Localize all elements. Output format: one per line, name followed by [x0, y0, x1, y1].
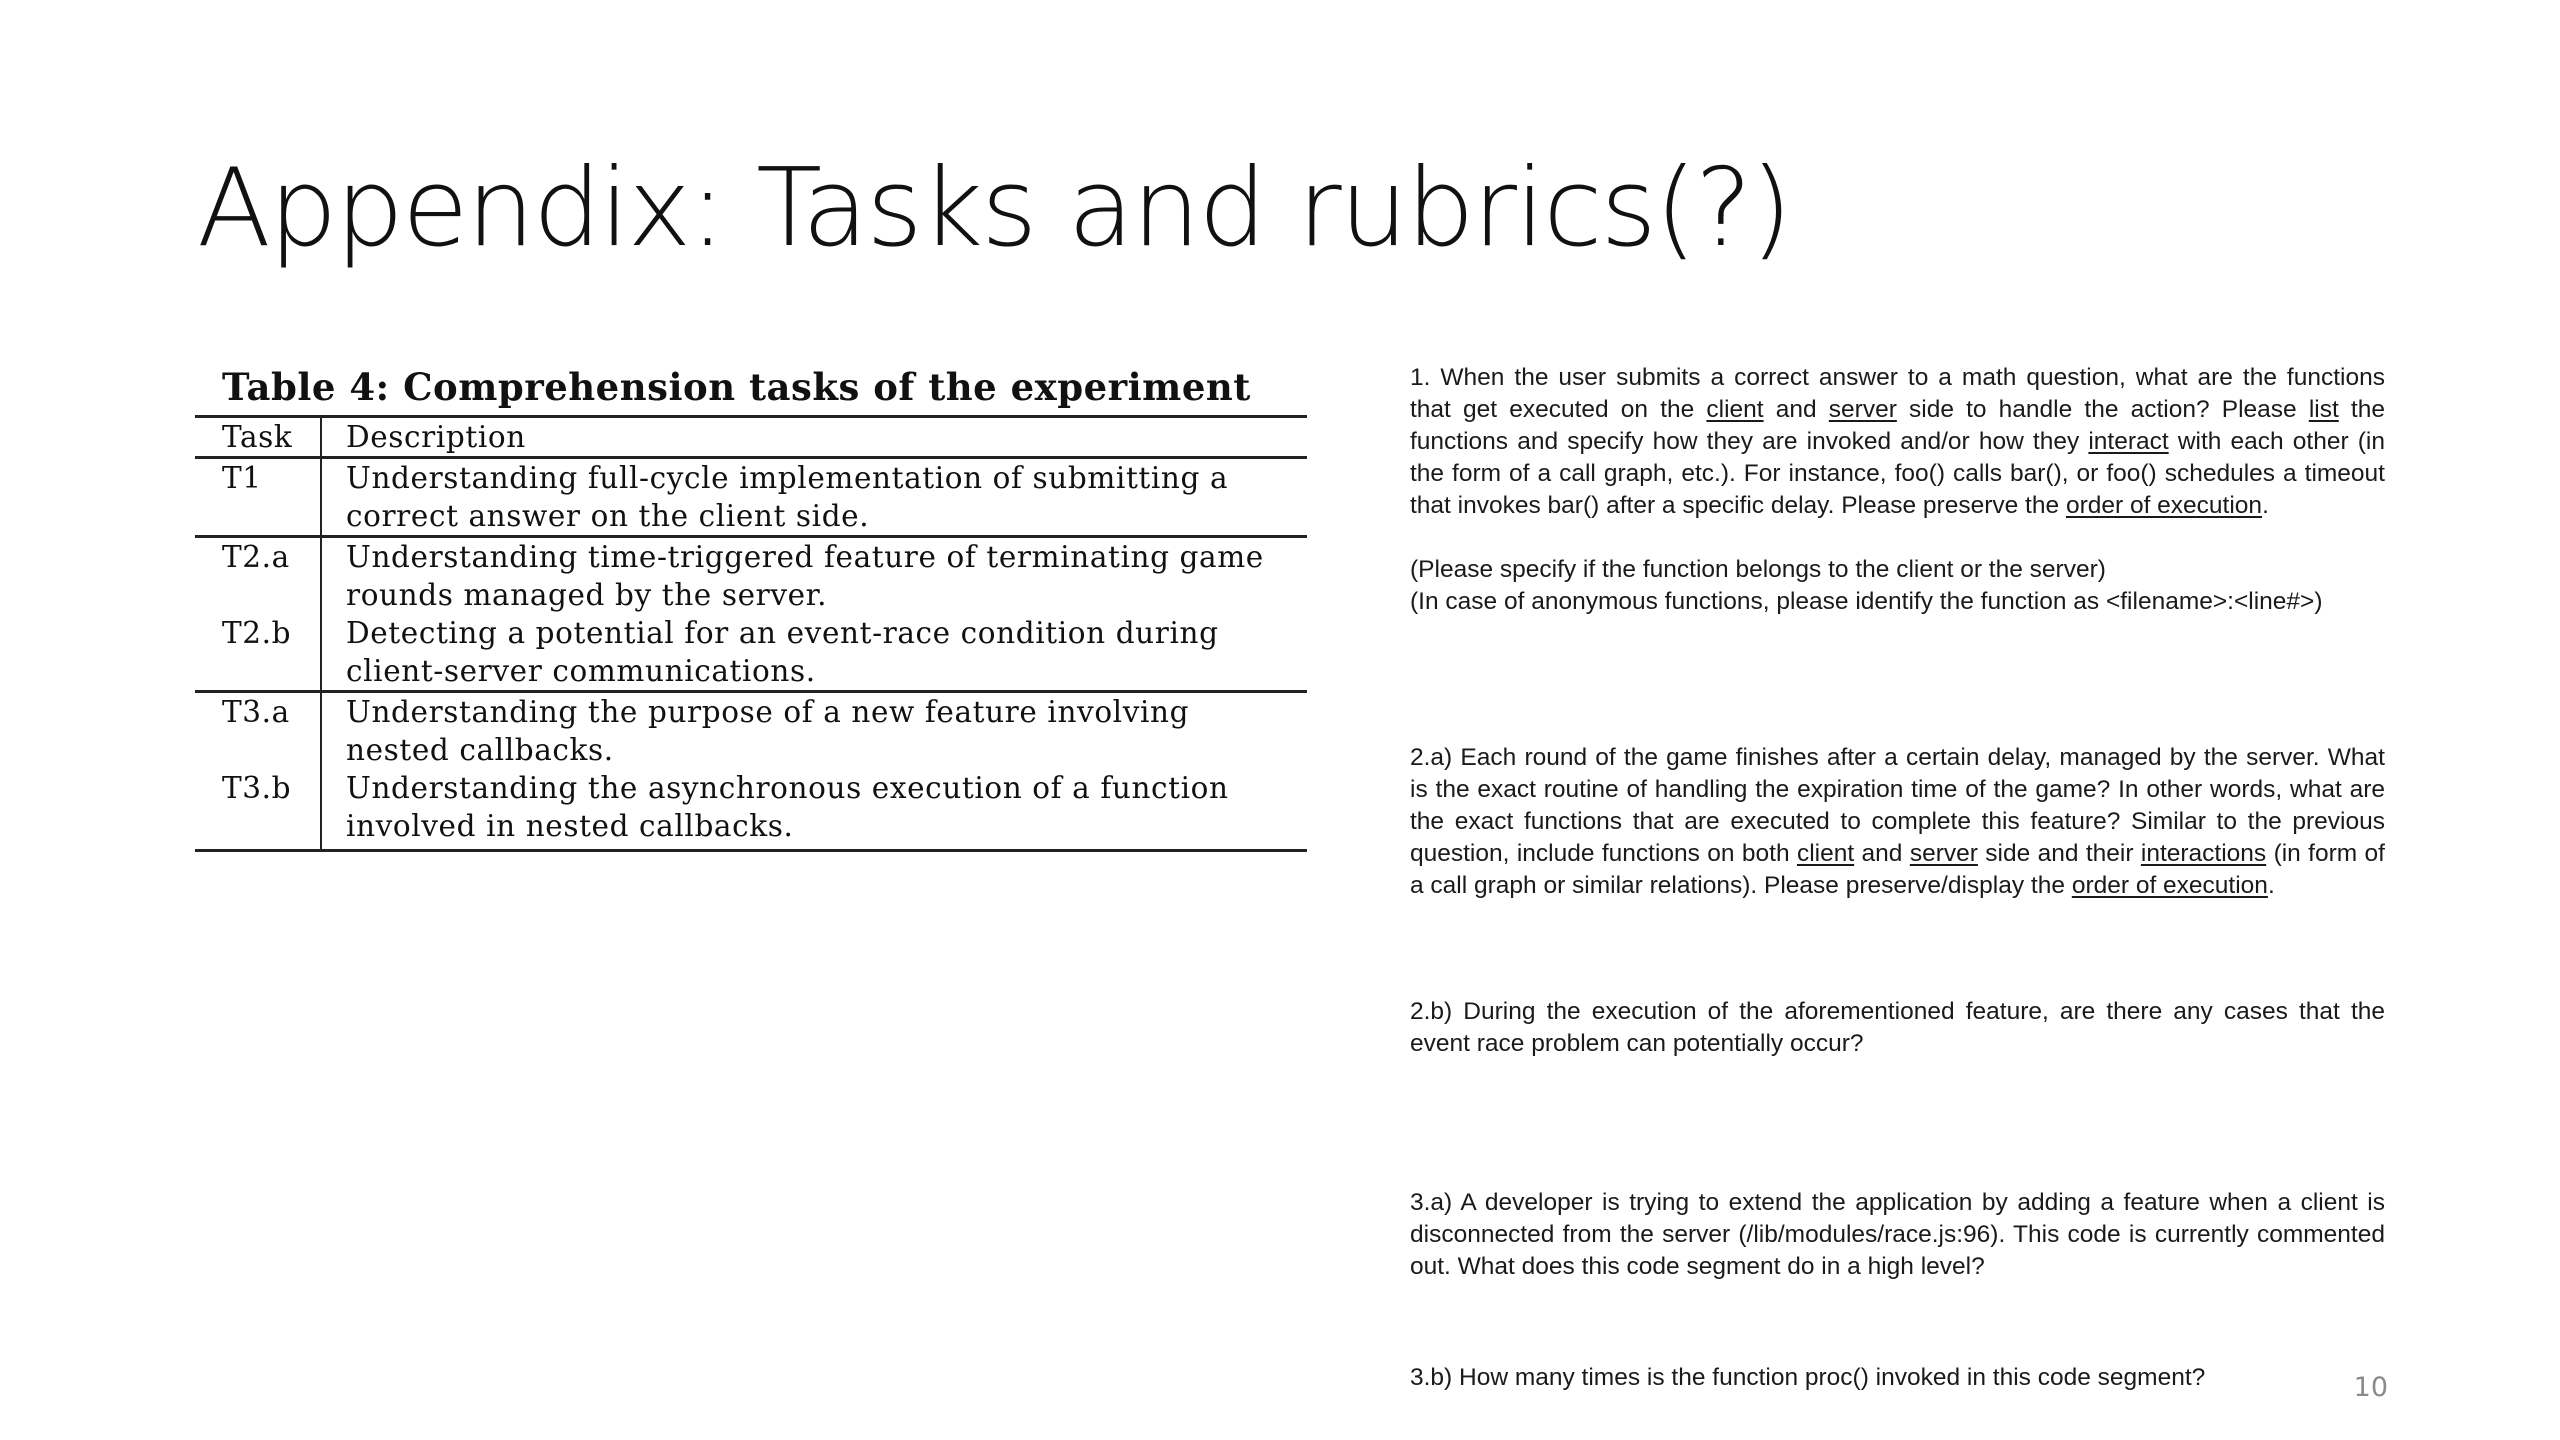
question-text: 2.a) Each round of the game finishes after a certain delay, managed by the server. What is the exact routine of handling the expiration time of the game? In other words, what are the exact functions that are executed to complete this feature? Similar to the previous question, include functions on both	[1410, 744, 2385, 867]
question-text: and	[1763, 396, 1829, 423]
underlined-term: client	[1706, 396, 1764, 423]
underlined-term: interactions	[2140, 840, 2267, 867]
task-description: Understanding time-triggered feature of terminating game rounds managed by the server.	[346, 540, 1264, 612]
tasks-table	[195, 415, 1307, 852]
task-description: Understanding the asynchronous execution of a function involved in nested callbacks.	[321, 769, 1307, 851]
table-caption: Table 4: Comprehension tasks of the experiment	[222, 365, 1251, 409]
question-1-note: (In case of anonymous functions, please identify the function as <filename>:<line#>)	[1410, 588, 2323, 615]
question-text: .	[2262, 492, 2269, 519]
question-text: .	[2267, 872, 2275, 899]
question-text: side and their	[1977, 840, 2141, 867]
question-2b: 2.b) During the execution of the aforementioned feature, are there any cases that the event race problem can potentially occur?	[1410, 998, 2385, 1057]
underlined-term: list	[2308, 396, 2339, 423]
question-3a: 3.a) A developer is trying to extend the application by adding a feature when a client is disconnected from the server (/lib/modules/race.js:96). This code is currently commented out. What does this code segment do in a high level?	[1410, 1189, 2385, 1280]
task-description: Understanding the purpose of a new feature involving nested callbacks.	[346, 695, 1190, 767]
table-row	[195, 537, 1307, 615]
table-row	[195, 769, 1307, 851]
underlined-term: client	[1796, 840, 1855, 867]
table-row	[195, 692, 1307, 770]
question-text: with each other (in the form of a call graph, etc.). For instance, foo() calls bar(), or foo() schedules a timeout that invokes bar() after a specific delay. Please preserve the	[1410, 428, 2386, 519]
table-header-row	[195, 417, 1307, 458]
underlined-term: server	[1828, 396, 1897, 423]
task-id: T3.a	[195, 692, 321, 770]
table-row	[195, 458, 1307, 537]
header-description: Description	[346, 420, 526, 454]
underlined-term: order of execution	[2065, 492, 2263, 519]
question-text: (in form of a call graph or similar relations). Please preserve/display the	[1410, 840, 2385, 899]
tasks-table-panel	[195, 365, 1307, 852]
task-id: T3.b	[195, 769, 321, 851]
question-text: 1. When the user submits a correct answer to a math question, what are the functions that get executed on the	[1410, 364, 2385, 423]
task-id: T2.a	[195, 537, 321, 615]
task-id: T1	[195, 458, 321, 537]
question-text: and	[1854, 840, 1910, 867]
page-number: 10	[2353, 1372, 2388, 1403]
task-description: Understanding full-cycle implementation of submitting a correct answer on the client side.	[321, 458, 1307, 537]
slide-title: Appendix: Tasks and rubrics(?)	[197, 146, 1791, 271]
header-task: Task	[195, 417, 321, 458]
underlined-term: order of execution	[2071, 872, 2268, 899]
question-1	[1410, 362, 2385, 522]
underlined-term: server	[1909, 840, 1978, 867]
question-2a	[1410, 742, 2385, 902]
task-description: Detecting a potential for an event-race condition during client-server communications.	[321, 614, 1307, 692]
question-text: the functions and specify how they are invoked and/or how they	[1410, 396, 2385, 455]
task-id: T2.b	[195, 614, 321, 692]
table-row	[195, 614, 1307, 692]
question-1-note: (Please specify if the function belongs to the client or the server)	[1410, 556, 2106, 583]
question-3b: 3.b) How many times is the function proc() invoked in this code segment?	[1410, 1364, 2206, 1391]
question-text: side to handle the action? Please	[1896, 396, 2309, 423]
underlined-term: interact	[2088, 428, 2169, 455]
